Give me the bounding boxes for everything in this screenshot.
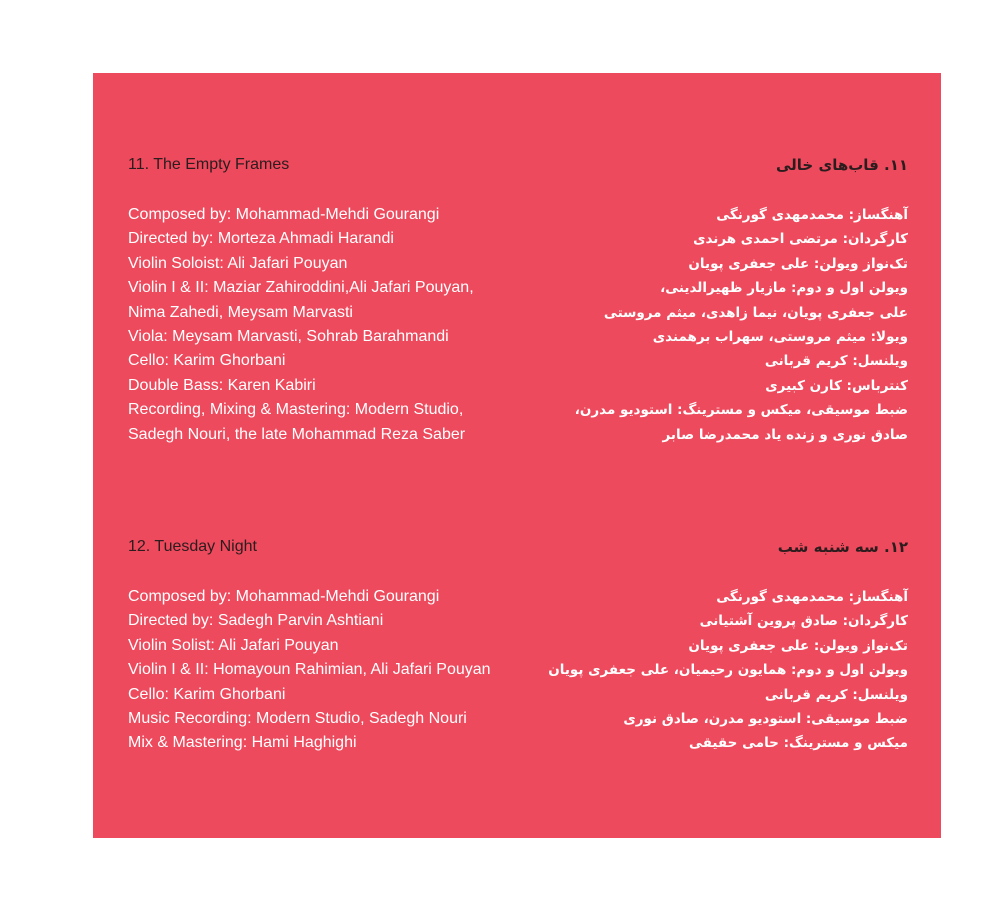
- credits-list: [128, 585, 548, 756]
- track-title: 11. The Empty Frames: [128, 156, 290, 173]
- credit-line: صادق نوری و زنده یاد محمدرضا صابر: [662, 426, 908, 443]
- credits-list: [488, 203, 908, 447]
- credit-line: آهنگساز: محمدمهدی گورنگی: [716, 589, 908, 605]
- credit-line: Violin Soloist: Ali Jafari Pouyan: [128, 254, 348, 272]
- track-title: ۱۲. سه شنبه شب: [777, 538, 908, 556]
- credit-line: Violin Solist: Ali Jafari Pouyan: [128, 636, 339, 654]
- credit-line: کارگردان: مرتضی احمدی هرندی: [693, 231, 908, 248]
- track-11-credits-english: [128, 155, 548, 447]
- credit-line: تک‌نواز ویولن: علی جعفری پویان: [688, 637, 908, 654]
- credit-line: ویولن اول و دوم: مازیار ظهیرالدینی،: [660, 280, 908, 297]
- credit-line: Directed by: Morteza Ahmadi Harandi: [128, 230, 394, 248]
- credit-line: Sadegh Nouri, the late Mohammad Reza Saber: [128, 425, 466, 443]
- track-11-credits-persian: [488, 155, 908, 447]
- credit-line: آهنگساز: محمدمهدی گورنگی: [716, 207, 908, 223]
- credits-list: [488, 585, 908, 756]
- track-12-credits-english: [128, 537, 548, 756]
- credit-line: کنترباس: کارن کبیری: [765, 377, 908, 394]
- credit-line: ویولن اول و دوم: همایون رحیمیان، علی جعفری پویان: [548, 662, 908, 679]
- credit-line: کارگردان: صادق پروین آشتیانی: [699, 613, 908, 630]
- credit-line: ویلنسل: کریم قربانی: [764, 686, 908, 703]
- credits-list: [128, 203, 548, 447]
- credit-line: Composed by: Mohammad-Mehdi Gourangi: [128, 206, 440, 223]
- credit-line: ویولا: میثم مروستی، سهراب برهمندی: [652, 328, 908, 345]
- credit-line: Viola: Meysam Marvasti, Sohrab Barahmandi: [128, 327, 449, 345]
- credit-line: Music Recording: Modern Studio, Sadegh Nouri: [128, 709, 467, 727]
- track-title: ۱۱. قاب‌های خالی: [775, 156, 908, 174]
- credit-line: تک‌نواز ویولن: علی جعفری پویان: [688, 255, 908, 272]
- credit-line: Violin I & II: Homayoun Rahimian, Ali Jafari Pouyan: [128, 661, 491, 679]
- credit-line: ضبط موسیقی: استودیو مدرن، صادق نوری: [623, 710, 908, 727]
- credit-line: Double Bass: Karen Kabiri: [128, 376, 316, 394]
- credit-line: میکس و مسترینگ: حامی حقیقی: [689, 735, 908, 752]
- credit-line: ضبط موسیقی، میکس و مسترینگ: استودیو مدرن،: [574, 402, 908, 419]
- credit-line: علی جعفری پویان، نیما زاهدی، میثم مروستی: [603, 304, 908, 321]
- credit-line: Directed by: Sadegh Parvin Ashtiani: [128, 612, 384, 630]
- credit-line: Cello: Karim Ghorbani: [128, 685, 286, 703]
- credit-line: Cello: Karim Ghorbani: [128, 352, 286, 370]
- credit-line: ویلنسل: کریم قربانی: [764, 353, 908, 370]
- track-12-credits-persian: [488, 537, 908, 756]
- credit-line: Recording, Mixing & Mastering: Modern Studio,: [128, 401, 464, 419]
- credit-line: Mix & Mastering: Hami Haghighi: [128, 734, 357, 752]
- credit-line: Nima Zahedi, Meysam Marvasti: [128, 303, 353, 321]
- credit-line: Violin I & II: Maziar Zahiroddini,Ali Jafari Pouyan,: [128, 279, 474, 297]
- credit-line: Composed by: Mohammad-Mehdi Gourangi: [128, 588, 440, 605]
- track-title: 12. Tuesday Night: [128, 538, 257, 555]
